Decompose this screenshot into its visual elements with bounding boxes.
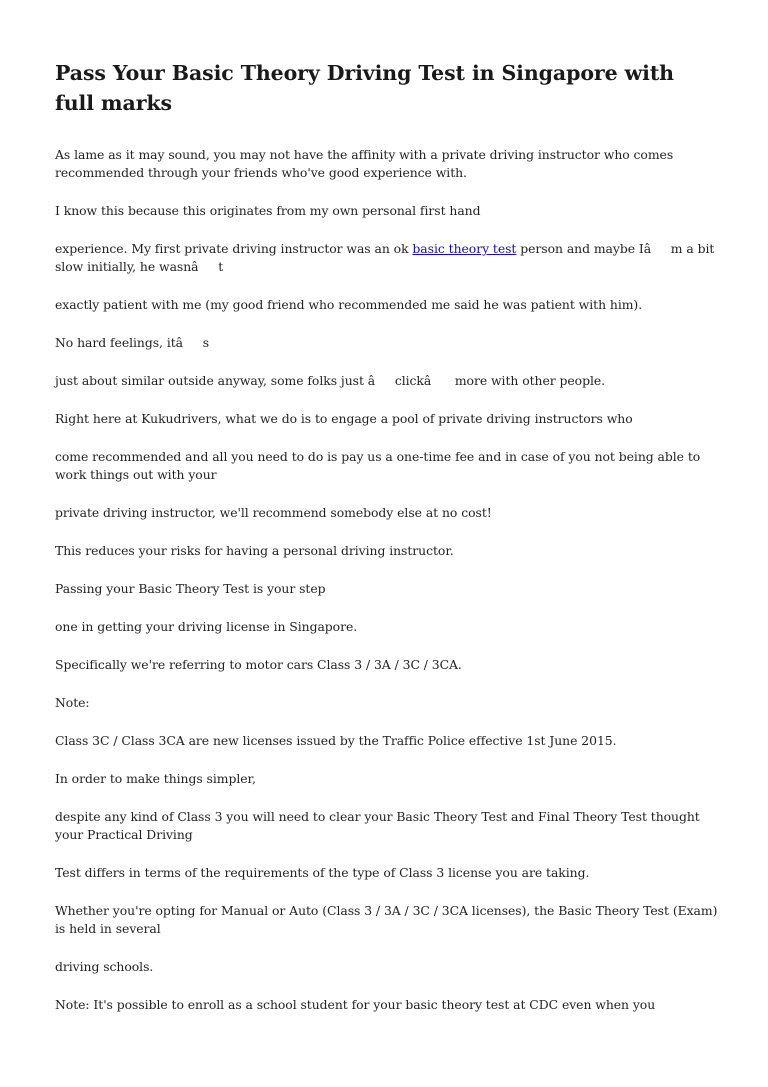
paragraph: Whether you're opting for Manual or Auto (Class 3 / 3A / 3C / 3CA licenses), the Basic Theory Test (Exam) is held in several xyxy=(55,903,718,936)
paragraph: private driving instructor, we'll recommend somebody else at no cost! xyxy=(55,505,492,520)
paragraph: Right here at Kukudrivers, what we do is to engage a pool of private driving instructors who xyxy=(55,411,633,426)
paragraph: despite any kind of Class 3 you will need to clear your Basic Theory Test and Final Theory Test thought your Practical Driving xyxy=(55,809,700,842)
paragraph: Class 3C / Class 3CA are new licenses issued by the Traffic Police effective 1st June 2015. xyxy=(55,733,617,748)
paragraph: I know this because this originates from my own personal first hand xyxy=(55,203,481,218)
paragraph: Note: xyxy=(55,695,90,710)
paragraph: Specifically we're referring to motor cars Class 3 / 3A / 3C / 3CA. xyxy=(55,657,462,672)
paragraph: driving schools. xyxy=(55,959,154,974)
paragraph: Test differs in terms of the requirements of the type of Class 3 license you are taking. xyxy=(55,865,590,880)
paragraph: one in getting your driving license in Singapore. xyxy=(55,619,358,634)
paragraph: just about similar outside anyway, some folks just âclickâ more with other people. xyxy=(55,373,606,388)
paragraph-text: experience. My first private driving instructor was an ok xyxy=(55,241,413,256)
paragraph: As lame as it may sound, you may not have the affinity with a private driving instructor who comes recommended through your friends who've good experience with. xyxy=(55,147,674,180)
paragraph: This reduces your risks for having a personal driving instructor. xyxy=(55,543,454,558)
paragraph: come recommended and all you need to do is pay us a one-time fee and in case of you not being able to work things out with your xyxy=(55,449,701,482)
paragraph: exactly patient with me (my good friend who recommended me said he was patient with him). xyxy=(55,297,643,312)
document-title: Pass Your Basic Theory Driving Test in Singapore with full marks xyxy=(55,61,674,115)
paragraph: Note: It's possible to enroll as a school student for your basic theory test at CDC even when you xyxy=(55,997,656,1012)
paragraph: No hard feelings, itâs xyxy=(55,335,210,350)
paragraph: In order to make things simpler, xyxy=(55,771,256,786)
paragraph: Passing your Basic Theory Test is your step xyxy=(55,581,326,596)
basic-theory-test-link[interactable]: basic theory test xyxy=(412,241,517,256)
paragraph-text: person and maybe Iâm a bit slow initially, he wasnât xyxy=(55,241,715,274)
paragraph-with-link xyxy=(55,240,718,276)
